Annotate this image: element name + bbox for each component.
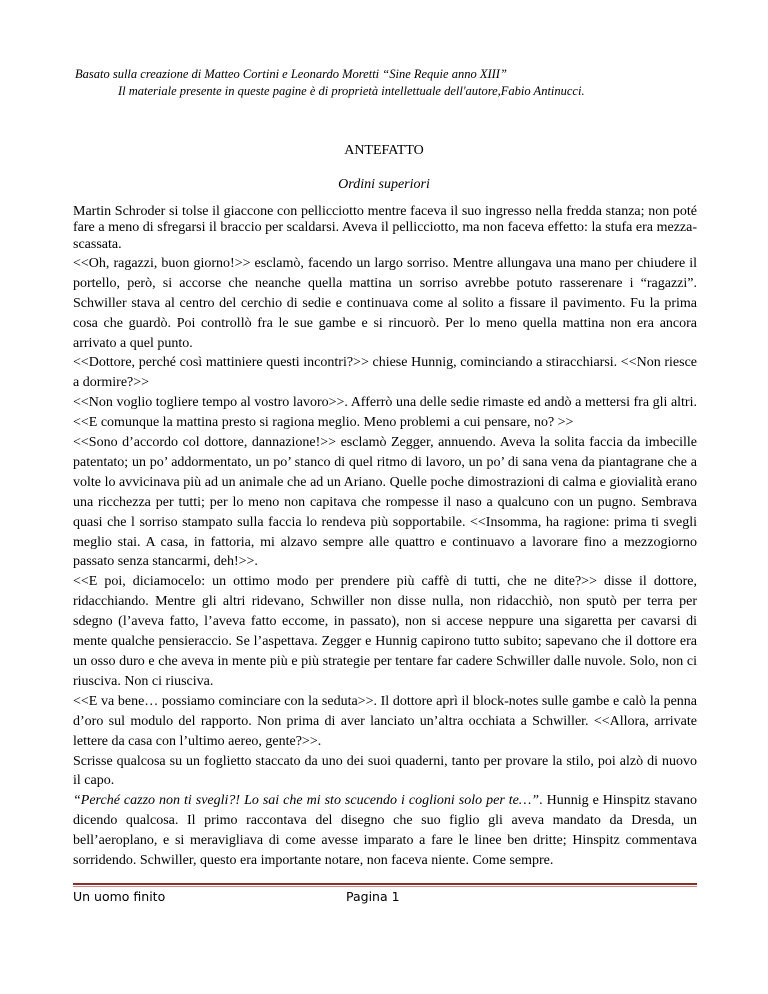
footer-rule — [73, 883, 697, 885]
paragraph: Scrisse qualcosa su un foglietto staccato da uno dei suoi quaderni, tanto per provare la stilo, poi alzò di nuovo il capo. — [73, 753, 697, 789]
paragraph: <<Non voglio togliere tempo al vostro lavoro>>. Afferrò una delle sedie rimaste ed andò a mettersi fra gli altri. <<E comunque la mattina presto si ragiona meglio. Meno problemi a cui pensare, no? >> — [73, 395, 697, 431]
header-copyright-line: Il materiale presente in queste pagine è di proprietà intellettuale dell'autore,Fabio Antinucci. — [118, 84, 585, 98]
paragraph: <<Oh, ragazzi, buon giorno!>> esclamò, facendo un largo sorriso. Mentre allungava una mano per chiudere il portello, però, si accorse che neanche quella mattina un sorriso avrebbe potuto rasserenare i “ragazzi”. Schwiller stava al centro del cerchio di sedie e continuava come al solito a fissare il pavimento. Fu la prima cosa che guardò. Poi controllò fra le sue gambe e si rincuorò. Per lo meno quella mattina non era ancora arrivato a quel punto. — [73, 255, 697, 351]
chapter-title: ANTEFATTO — [344, 143, 424, 158]
header-credit-line: Basato sulla creazione di Matteo Cortini e Leonardo Moretti “Sine Requie anno XIII” — [75, 67, 507, 81]
paragraph: <<Dottore, perché così mattiniere questi incontri?>> chiese Hunnig, cominciando a stiracchiarsi. <<Non riesce a dormire?>> — [73, 355, 697, 391]
paragraph-rest: . Hunnig e Hinspitz stavano dicendo qualcosa. Il primo raccontava del disegno che suo figlio gli aveva mandato da Dresda, un bell’aeroplano, e si meravigliava di come avesse imparato a fare le linee ben dritte; Hinspitz commentava sorridendo. Schwiller, questo era importante notare, non faceva niente. Come sempre. — [73, 793, 698, 869]
paragraph: <<Sono d’accordo col dottore, dannazione!>> esclamò Zegger, annuendo. Aveva la solita faccia da imbecille patentato; un po’ addormentato, un po’ stanco di quel ritmo di lavoro, un po’ di sana vena da piantagrane che a volte lo avvicinava più ad un animale che ad un Ariano. Quelle poche dimostrazioni di calma e giovialità erano una ricchezza per tutti; per lo meno non capitava che rompesse il naso a qualcuno con un pugno. Sembrava quasi che l sorriso stampato sulla faccia lo rendeva più sopportabile. <<Insomma, ha ragione: prima ti svegli meglio stai. A casa, in fattoria, mi alzavo sempre alle quattro e continuavo a lavorare fino a mezzogiorno passato senza stancarmi, deh!>>. — [73, 435, 697, 570]
footer-rule-secondary — [73, 886, 697, 887]
paragraph: Martin Schroder si tolse il giaccone con pellicciotto mentre faceva il suo ingresso nella fredda stanza; non poté fare a meno di sfregarsi il braccio per scaldarsi. Aveva il pellicciotto, ma non faceva effetto: la stufa era mezza-scassata. — [73, 204, 697, 252]
chapter-subtitle: Ordini superiori — [338, 177, 430, 192]
paragraph — [73, 791, 697, 871]
page-header — [0, 66, 768, 100]
page-number: Pagina 1 — [346, 889, 400, 904]
body-text — [73, 204, 697, 871]
paragraph: <<E va bene… possiamo cominciare con la seduta>>. Il dottore aprì il block-notes sulle gambe e calò la penna d’oro sul modulo del rapporto. Non prima di aver lanciato un’altra occhiata a Schwiller. <<Allora, arrivate lettere da casa con l’ultimo aereo, gente?>>. — [73, 693, 697, 749]
paragraph: <<E poi, diciamocelo: un ottimo modo per prendere più caffè di tutti, che ne dite?>> disse il dottore, ridacchiando. Mentre gli altri ridevano, Schwiller non disse nulla, non ridacchiò, non sputò per terra per sdegno (l’aveva fatto, l’aveva fatto eccome, in passato), non si accese neppure una sigaretta per cavarsi di mente qualche pensieraccio. Se l’aspettava. Zegger e Hunnig capirono tutto subito; sapevano che il dottore era un osso duro e che aveva in mente più e più strategie per tentare far cadere Schwiller dalle nuvole. Solo, non ci riusciva. Non ci riusciva. — [73, 574, 697, 689]
italic-thought: “Perché cazzo non ti svegli?! Lo sai che mi sto scucendo i coglioni solo per te…” — [73, 793, 540, 809]
footer-title: Un uomo finito — [73, 889, 166, 904]
